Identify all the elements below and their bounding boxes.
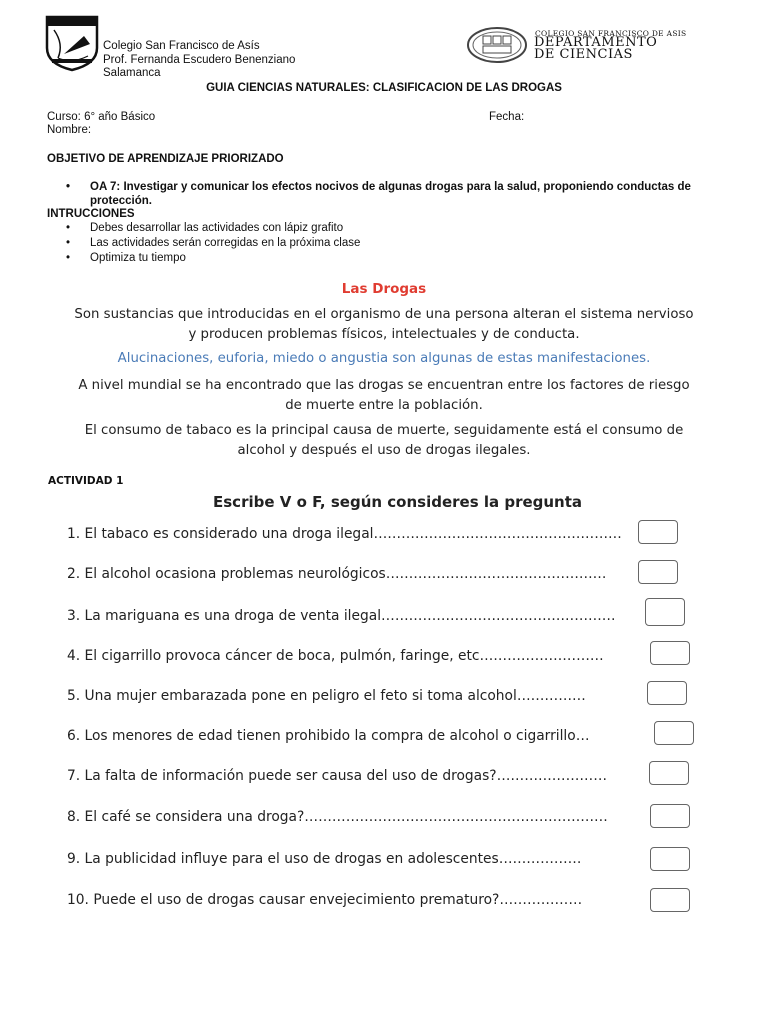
objective-item: • OA 7: Investigar y comunicar los efectos nocivos de algunas drogas para la salud, proponiendo conductas de protección. [66,180,746,208]
question-item: 1. El tabaco es considerado una droga ilegal……………………………………………… [67,526,622,542]
dept-school-name: COLEGIO SAN FRANCISCO DE ASIS [535,29,687,38]
activity-label: ACTIVIDAD 1 [48,475,124,487]
question-item: 8. El café se considera una droga?………………………………………………………… [67,809,608,825]
instruction-item: • Debes desarrollar las actividades con lápiz grafito [66,221,666,236]
instruction-item: • Optimiza tu tiempo [66,251,666,266]
question-item: 7. La falta de información puede ser causa del uso de drogas?…………………… [67,768,607,784]
answer-box[interactable] [654,721,694,745]
date-label: Fecha: [489,111,525,123]
question-item: 3. La mariguana es una droga de venta ilegal…………………………………………… [67,608,616,624]
school-city: Salamanca [103,67,161,79]
school-info [103,40,295,81]
activity-heading: Escribe V o F, según consideres la pregunta [213,493,583,511]
objective-list [66,180,746,208]
question-item: 6. Los menores de edad tienen prohibido la compra de alcohol o cigarrillo… [67,728,590,744]
instruction-item: • Las actividades serán corregidas en la próxima clase [66,236,666,251]
answer-box[interactable] [650,847,690,871]
reading-paragraph-2: Alucinaciones, euforia, miedo o angustia son algunas de estas manifestaciones. [117,351,651,366]
instructions-heading: INTRUCCIONES [47,208,135,220]
answer-box[interactable] [645,598,685,626]
objective-heading: OBJETIVO DE APRENDIZAJE PRIORIZADO [47,153,284,165]
answer-box[interactable] [650,804,690,828]
school-name: Colegio San Francisco de Asís [103,40,260,52]
question-item: 4. El cigarrillo provoca cáncer de boca, pulmón, faringe, etc……………………… [67,648,604,664]
instructions-list [66,221,666,266]
answer-box[interactable] [650,641,690,665]
answer-box[interactable] [638,560,678,584]
answer-box[interactable] [647,681,687,705]
reading-title: Las Drogas [341,281,427,297]
answer-box[interactable] [638,520,678,544]
school-crest-logo [44,14,100,72]
reading-paragraph-1: Son sustancias que introducidas en el organismo de una persona alteran el sistema nervioso y producen problemas físicos, intelectuales y de conducta. [74,307,694,342]
answer-box[interactable] [649,761,689,785]
reading-paragraph-4: El consumo de tabaco es la principal causa de muerte, seguidamente está el consumo de alcohol y después el uso de drogas ilegales. [84,423,684,458]
department-name: DEPARTAMENTO DE CIENCIAS [534,35,658,62]
teacher-name: Prof. Fernanda Escudero Benenziano [103,53,296,66]
question-item: 5. Una mujer embarazada pone en peligro el feto si toma alcohol…………… [67,688,586,704]
reading-paragraph-3: A nivel mundial se ha encontrado que las drogas se encuentran entre los factores de riesgo de muerte entre la población. [78,378,690,413]
answer-box[interactable] [650,888,690,912]
question-item: 9. La publicidad influye para el uso de drogas en adolescentes……………… [67,851,582,867]
question-item: 2. El alcohol ocasiona problemas neurológicos………………………………………… [67,566,607,582]
department-emblem [466,26,528,64]
question-item: 10. Puede el uso de drogas causar envejecimiento prematuro?……………… [67,892,583,908]
course-label: Curso: 6° año Básico [47,111,156,123]
name-label: Nombre: [47,124,92,136]
page-title: GUIA CIENCIAS NATURALES: CLASIFICACION DE LAS DROGAS [206,82,562,94]
